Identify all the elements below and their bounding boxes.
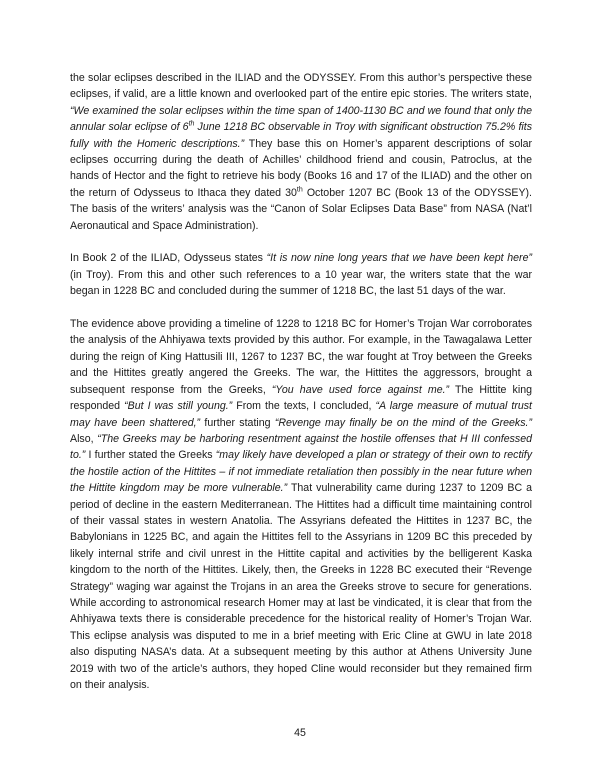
text-run: further stating [200, 416, 275, 429]
paragraph-ahhiyawa-evidence [70, 316, 532, 693]
quote-run: “You have used force against me.” [271, 383, 450, 396]
page-number: 45 [294, 727, 306, 739]
quote-run: “It is now nine long years that we have been kept here” [266, 252, 532, 265]
body-text [70, 70, 532, 710]
text-run: I further stated the Greeks [85, 449, 216, 462]
text-run: the solar eclipses described in the ILIAD and the ODYSSEY. From this author’s perspective these eclipses, if valid, are a little known and overlooked part of the entire epic stories. The writers state, [70, 72, 532, 101]
text-run: (in Troy). From this and other such references to a 10 year war, the writers state that the war began in 1228 BC and concluded during the summer of 1218 BC, the last 51 days of the war. [70, 268, 532, 298]
text-run: That vulnerability came during 1237 to 1209 BC a period of decline in the eastern Mediterranean. The Hittites had a difficult time maintaining control of their vassal states in western Anatolia. The Assyrians defeated the Hittites in 1237 BC, the Babylonians in 1225 BC, and again the Hittites fell to the Assyrians in 1209 BC this preceded by likely internal strife and civil unrest in the Hittite capital and activities by the belligerent Kaska kingdom to the north of the Hittites. Likely, then, the Greeks in 1228 BC executed their “Revenge Strategy” waging war against the Trojans in an area the Greeks strove to secure for generations. While according to astronomical research Homer may at last be vindicated, it is clear that from the Ahhiyawa texts there is considerable precedence for the historical reality of Homer’s Trojan War. This eclipse analysis was disputed to me in a brief meeting with Eric Cline at GWU in late 2018 also disputing NASA’s data. At a subsequent meeting by this author at Athens University June 2019 with two of the article’s authors, they hoped Cline would reconsider but they remained firm on their analysis. [70, 482, 533, 691]
superscript-run: th [188, 120, 195, 128]
text-run: They base this on Homer’s apparent descriptions of solar eclipses occurring during the death of Achilles’ childhood friend and cousin, Patroclus, at the hands of Hector and the fight to retrieve his body (Books 16 and 17 of the ILIAD) and the other on the return of Odysseus to Ithaca they dated 30 [70, 137, 532, 199]
text-run: Also, [70, 432, 98, 445]
quote-run: “A large measure of mutual trust may have been shattered,” [70, 400, 532, 429]
quote-run: “may likely have developed a plan or strategy of their own to rectify the hostile action of the Hittites – if not immediate retaliation then possibly in the near future when the Hittite kingdom may be more vulnerable.” [70, 449, 533, 495]
text-run: The evidence above providing a timeline of 1228 to 1218 BC for Homer’s Trojan War corroborates the analysis of the Ahhiyawa texts provided by this author. For example, in the Tawagalawa Letter during the reign of King Hattusili III, 1267 to 1237 BC, the war fought at Troy between the Greeks and the Hittites greatly angered the Greeks. The war, the Hittites the aggressors, brought a subsequent response from the Greeks, [70, 318, 532, 396]
quote-run: “The Greeks may be harboring resentment against the hostile offenses that H III confessed to.” [70, 432, 532, 462]
text-run: October 1207 BC (Book 13 of the ODYSSEY). The basis of the writers’ analysis was the “Canon of Solar Eclipses Data Base” from NASA (Nat’l Aeronautical and Space Administration). [70, 186, 532, 232]
paragraph-iliad-book-2 [70, 250, 532, 299]
quote-run: “But I was still young.” [124, 400, 233, 413]
text-run: The Hittite king responded [70, 383, 532, 413]
paragraph-eclipses [70, 70, 532, 234]
quote-run: “Revenge may finally be on the mind of the Greeks.” [274, 416, 532, 429]
text-run: From the texts, I concluded, [232, 400, 376, 413]
quote-run: June 1218 BC observable in Troy with significant obstruction 75.2% fits fully with the Homeric descriptions.” [70, 121, 532, 150]
superscript-run: th [296, 186, 303, 194]
text-run: In Book 2 of the ILIAD, Odysseus states [70, 252, 267, 265]
quote-run: “We examined the solar eclipses within the time span of 1400-1130 BC and we found that only the annular solar eclipse of 6 [70, 104, 532, 134]
